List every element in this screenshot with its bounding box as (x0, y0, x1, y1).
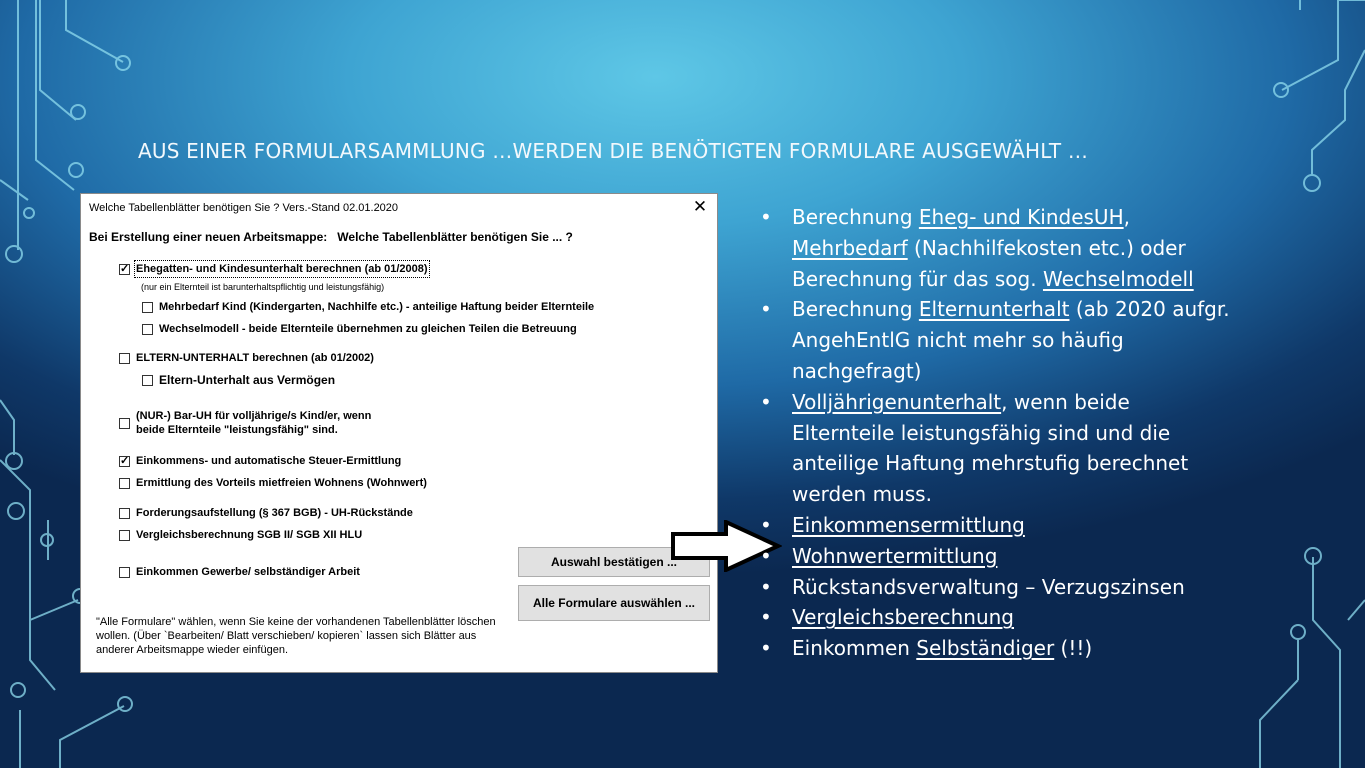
bullet-item: • Volljährigenunterhalt, wenn beide Elternteile leistungsfähig sind und die anteilige Haftung mehrstufig berechnet werden muss. (760, 387, 1230, 510)
bullet-item (760, 602, 1230, 633)
link-selbstaendiger[interactable]: Selbständiger (916, 636, 1055, 661)
bullet-item (760, 510, 1230, 541)
link-wechselmodell[interactable]: Wechselmodell (1042, 266, 1194, 291)
checkbox[interactable] (119, 478, 130, 489)
form-selection-dialog (80, 193, 718, 673)
link-einkommensermittlung[interactable]: Einkommensermittlung (792, 512, 1025, 537)
bullet-item (760, 541, 1230, 572)
bullet-item: • Rückstandsverwaltung – Verzugszinsen (760, 572, 1230, 603)
option-einkommens-steuer-ermittlung[interactable]: ✓ Einkommens- und automatische Steuer-Ermittlung (119, 454, 401, 468)
bullet-item: • Berechnung Elternunterhalt (ab 2020 aufgr. AngehEntlG nicht mehr so häufig nachgefragt) (760, 294, 1230, 386)
checkbox[interactable] (119, 567, 130, 578)
option-eltern-unterhalt[interactable]: ELTERN-UNTERHALT berechnen (ab 01/2002) (119, 351, 374, 365)
option-eltern-unterhalt-vermoegen[interactable]: Eltern-Unterhalt aus Vermögen (142, 373, 335, 387)
bullet-item: • Einkommen Selbständiger (!!) (760, 633, 1230, 664)
option-einkommen-gewerbe[interactable]: Einkommen Gewerbe/ selbständiger Arbeit (119, 565, 360, 579)
dialog-note: "Alle Formulare" wählen, wenn Sie keine der vorhandenen Tabellenblätter löschen wollen. (Über `Bearbeiten/ Blatt verschieben/ kopieren` lassen sich Blätter aus anderer Arbeitsmappe wieder einfügen. (96, 616, 496, 656)
checkbox[interactable] (119, 353, 130, 364)
checkbox[interactable] (142, 302, 153, 313)
checkbox[interactable] (119, 530, 130, 541)
link-wohnwertermittlung[interactable]: Wohnwertermittlung (792, 543, 998, 568)
option-wechselmodell[interactable]: Wechselmodell - beide Elternteile übernehmen zu gleichen Teilen die Betreuung (142, 322, 577, 336)
link-mehrbedarf[interactable]: Mehrbedarf (792, 235, 908, 260)
option-wohnwert[interactable]: Ermittlung des Vorteils mietfreien Wohnens (Wohnwert) (119, 476, 427, 490)
slide-title: AUS EINER FORMULARSAMMLUNG …WERDEN DIE BENÖTIGTEN FORMULARE AUSGEWÄHLT … (138, 139, 1089, 163)
link-elternunterhalt[interactable]: Elternunterhalt (918, 297, 1070, 322)
option-ehegatten-kindesunterhalt[interactable]: ✓ Ehegatten- und Kindesunterhalt berechnen (ab 01/2008) (119, 262, 428, 276)
checkbox[interactable] (119, 508, 130, 519)
option-vergleichsberechnung[interactable]: Vergleichsberechnung SGB II/ SGB XII HLU (119, 528, 362, 542)
link-vergleichsberechnung[interactable]: Vergleichsberechnung (792, 605, 1014, 630)
dialog-title: Welche Tabellenblätter benötigen Sie ? Vers.-Stand 02.01.2020 (89, 202, 399, 214)
option-forderungsaufstellung[interactable]: Forderungsaufstellung (§ 367 BGB) - UH-Rückstände (119, 506, 413, 520)
checkbox[interactable] (119, 264, 130, 275)
checkbox[interactable] (142, 375, 153, 386)
bullet-item: • Berechnung Eheg- und KindesUH, Mehrbedarf (Nachhilfekosten etc.) oder Berechnung für das sog. Wechselmodell (760, 202, 1230, 294)
feature-list (760, 202, 1230, 664)
option-mehrbedarf-kind[interactable]: Mehrbedarf Kind (Kindergarten, Nachhilfe etc.) - anteilige Haftung beider Elternteile (142, 300, 594, 314)
checkbox[interactable] (119, 418, 130, 429)
option-sub-note: (nur ein Elternteil ist barunterhaltspflichtig und leistungsfähig) (141, 282, 385, 292)
confirm-selection-button[interactable]: Auswahl bestätigen ... (518, 547, 710, 577)
dialog-heading: Bei Erstellung einer neuen Arbeitsmappe: Welche Tabellenblätter benötigen Sie ... ? (89, 230, 573, 244)
checkbox[interactable] (142, 324, 153, 335)
close-icon[interactable]: ✕ (692, 197, 708, 216)
checkbox[interactable] (119, 456, 130, 467)
link-volljaehrigenunterhalt[interactable]: Volljährigenunterhalt (792, 389, 1002, 414)
link-eheg-kindesuh[interactable]: Eheg- und KindesUH (918, 205, 1124, 229)
select-all-button[interactable]: Alle Formulare auswählen ... (518, 585, 710, 621)
option-bar-uh-volljaehrige[interactable]: (NUR-) Bar-UH für volljährige/s Kind/er, wenn beide Elternteile "leistungsfähig" sind. (119, 409, 371, 437)
